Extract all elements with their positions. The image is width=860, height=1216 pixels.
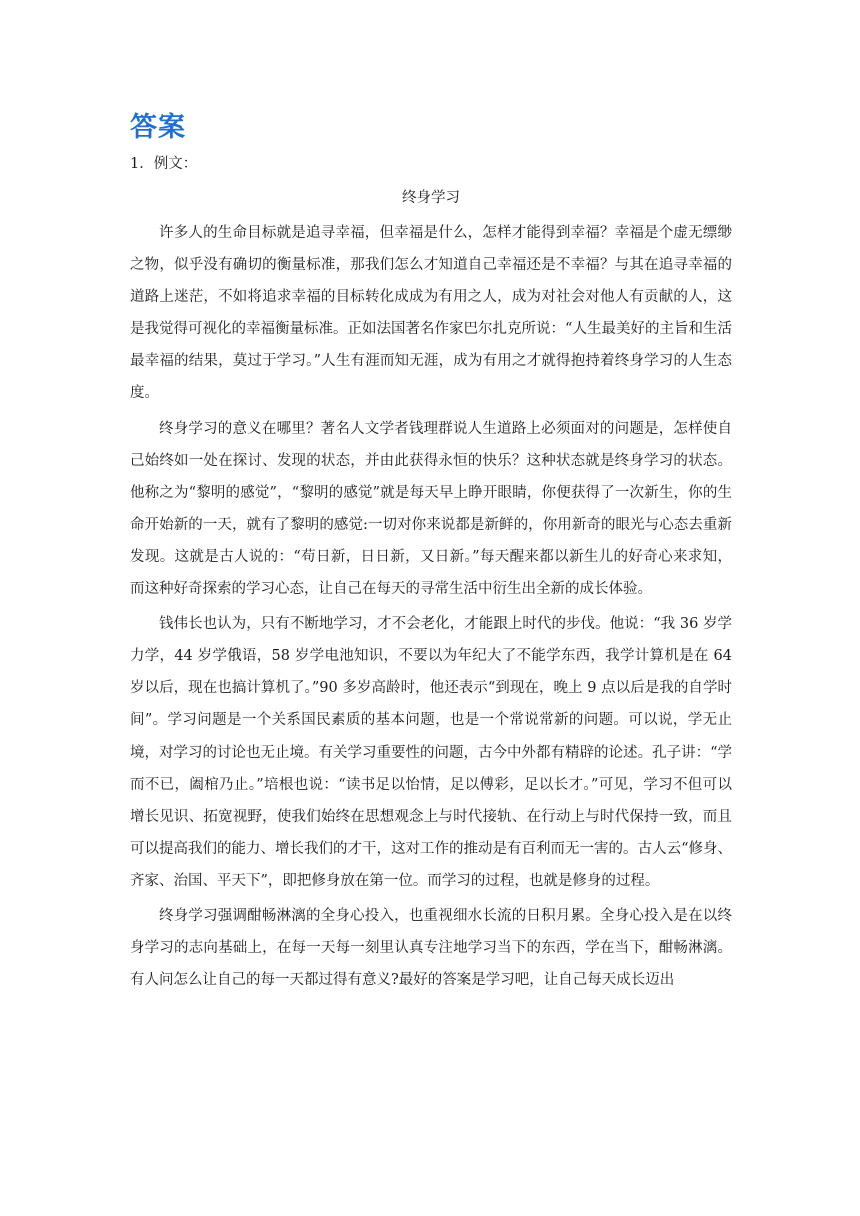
- document-page: [130, 108, 732, 999]
- essay-title: 终身学习: [402, 190, 460, 206]
- essay-paragraph: 终身学习的意义在哪里？著名人文学者钱理群说人生道路上必须面对的问题是，怎样使自己始终如一处在探讨、发现的状态，并由此获得永恒的快乐？这种状态就是终身学习的状态。他称之为“黎明的感觉”，“黎明的感觉”就是每天早上睁开眼睛，你便获得了一次新生，你的生命开始新的一天，就有了黎明的感觉:一切对你来说都是新鲜的，你用新奇的眼光与心态去重新发现。这就是古人说的：“苟日新，日日新，又日新。”每天醒来都以新生儿的好奇心来求知，而这种好奇探索的学习心态，让自己在每天的寻常生活中衍生出全新的成长体验。: [130, 420, 732, 598]
- essay-paragraph: 终身学习强调酣畅淋漓的全身心投入，也重视细水长流的日积月累。全身心投入是在以终身学习的志向基础上，在每一天每一刻里认真专注地学习当下的东西，学在当下，酣畅淋漓。有人问怎么让自己的每一天都过得有意义?最好的答案是学习吧，让自己每天成长迈出: [130, 907, 732, 989]
- question-number-label: 1．例文：: [130, 156, 198, 172]
- essay-paragraph: 许多人的生命目标就是追寻幸福，但幸福是什么，怎样才能得到幸福？幸福是个虚无缥缈之物，似乎没有确切的衡量标准，那我们怎么才知道自己幸福还是不幸福？与其在追寻幸福的道路上迷茫，不如将追求幸福的目标转化成成为有用之人，成为对社会对他人有贡献的人，这是我觉得可视化的幸福衡量标准。正如法国著名作家巴尔扎克所说：“人生最美好的主旨和生活最幸福的结果，莫过于学习。”人生有涯而知无涯，成为有用之才就得抱持着终身学习的人生态度。: [130, 225, 732, 402]
- essay-paragraph: 钱伟长也认为，只有不断地学习，才不会老化，才能跟上时代的步伐。他说：“我 36 岁学力学，44 岁学俄语，58 岁学电池知识，不要以为年纪大了不能学东西，我学计算机是在 64 岁以后，现在也搞计算机了。”90 多岁高龄时，他还表示“到现在，晚上 9 点以后是我的自学时间”。学习问题是一个关系国民素质的基本问题，也是一个常说常新的问题。可以说，学无止境，对学习的讨论也无止境。有关学习重要性的问题，古今中外都有精辟的论述。孔子讲：“学而不已，阖棺乃止。”培根也说：“读书足以怡情，足以傅彩，足以长才。”可见，学习不但可以增长见识、拓宽视野，使我们始终在思想观念上与时代接轨、在行动上与时代保持一致，而且可以提高我们的能力、增长我们的才干，这对工作的推动是有百利而无一害的。古人云“修身、齐家、治国、平天下”，即把修身放在第一位。而学习的过程，也就是修身的过程。: [130, 616, 732, 889]
- answer-heading: 答案: [130, 112, 186, 143]
